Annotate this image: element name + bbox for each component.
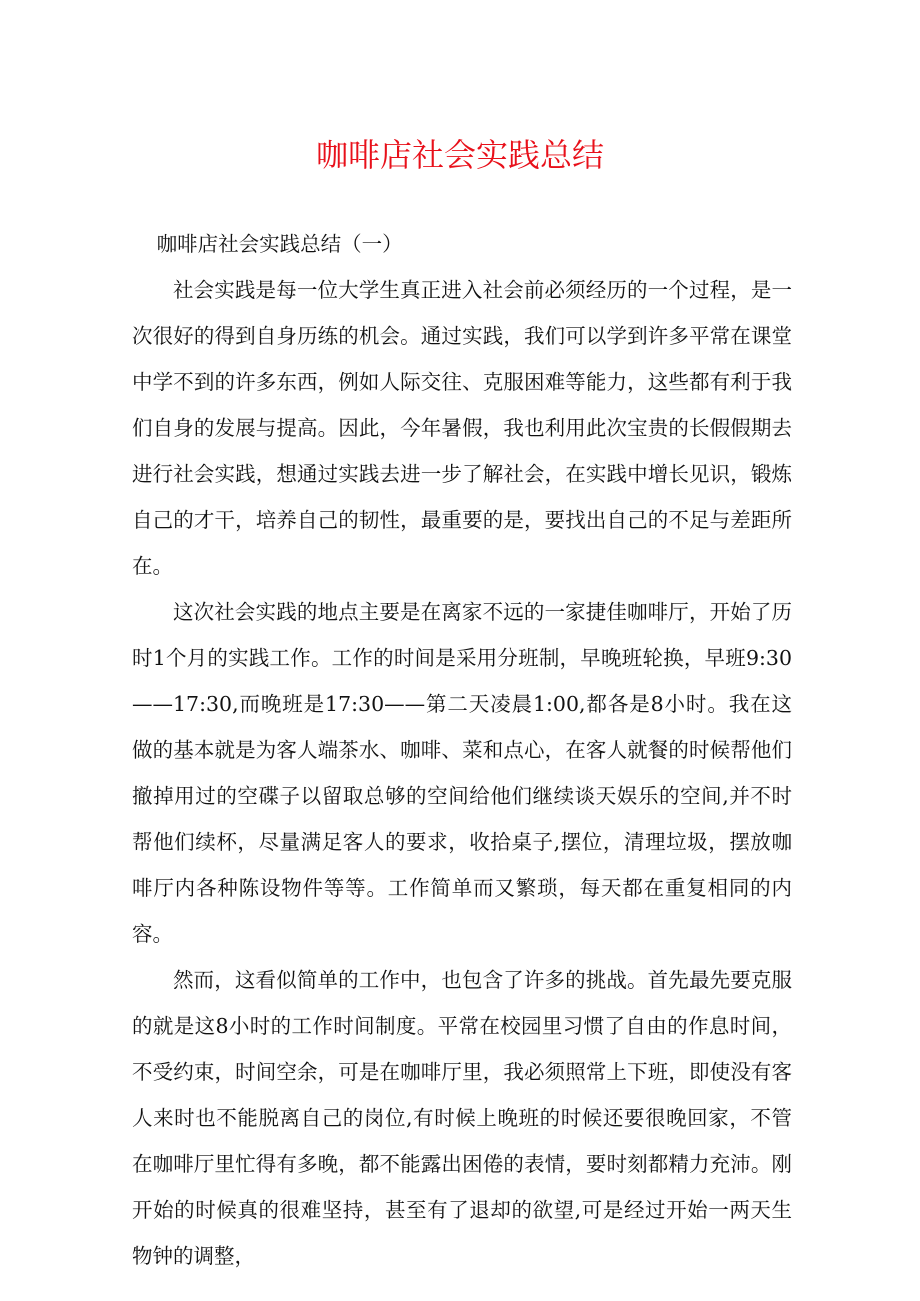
paragraph-2: 这次社会实践的地点主要是在离家不远的一家捷佳咖啡厅，开始了历时1个月的实践工作。工作的时间是采用分班制，早晚班轮换，早班9:30——17:30,而晚班是17:30——第二天凌晨1:00,都各是8小时。我在这做的基本就是为客人端茶水、咖啡、菜和点心，在客人就餐的时候帮他们撤掉用过的空碟子以留取总够的空间给他们继续谈天娱乐的空间,并不时帮他们续杯，尽量满足客人的要求，收拾桌子,摆位，清理垃圾，摆放咖啡厅内各种陈设物件等等。工作简单而又繁琐，每天都在重复相同的内容。 [132,600,792,946]
paragraph-1: 社会实践是每一位大学生真正进入社会前必须经历的一个过程，是一次很好的得到自身历练的机会。通过实践，我们可以学到许多平常在课堂中学不到的许多东西，例如人际交往、克服困难等能力，这些都有利于我们自身的发展与提高。因此，今年暑假，我也利用此次宝贵的长假假期去进行社会实践，想通过实践去进一步了解社会，在实践中增长见识，锻炼自己的才干，培养自己的韧性，最重要的是，要找出自己的不足与差距所在。 [132,278,792,578]
document-body [132,221,792,1279]
paragraph-3: 然而，这看似简单的工作中，也包含了许多的挑战。首先最先要克服的就是这8小时的工作时间制度。平常在校园里习惯了自由的作息时间，不受约束，时间空余，可是在咖啡厅里，我必须照常上下班，即使没有客人来时也不能脱离自己的岗位,有时候上晚班的时候还要很晚回家，不管在咖啡厅里忙得有多晚，都不能露出困倦的表情，要时刻都精力充沛。刚开始的时候真的很难坚持，甚至有了退却的欲望,可是经过开始一两天生物钟的调整， [132,968,792,1268]
section-heading: 咖啡店社会实践总结（一） [156,232,403,256]
document-title: 咖啡店社会实践总结 [315,136,604,174]
